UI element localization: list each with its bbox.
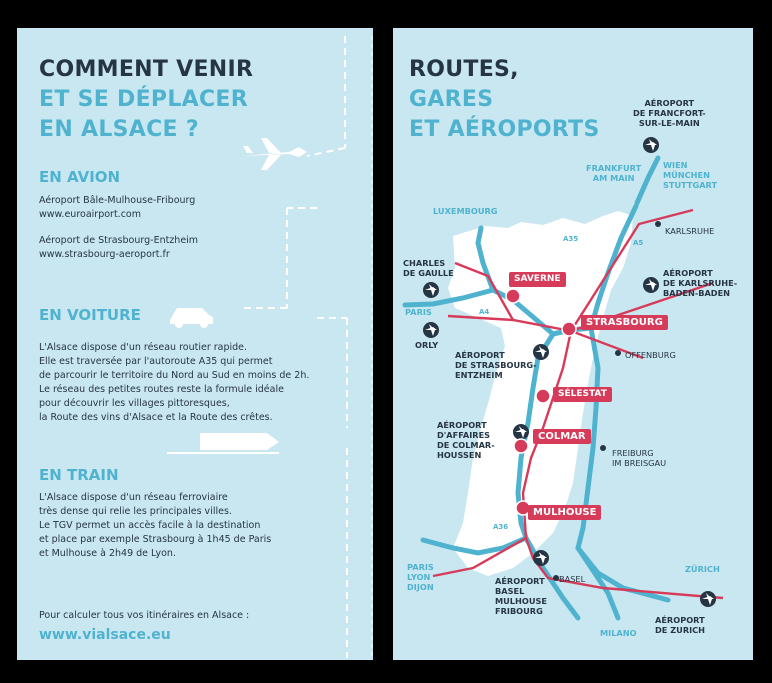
label-offenburg: OFFENBURG [625, 350, 676, 360]
routes-title-2: GARES [409, 87, 494, 112]
airport-strasbourg-name: Aéroport de Strasbourg-Entzheim [39, 235, 199, 246]
routes-title-3: ET AÉROPORTS [409, 117, 600, 142]
label-zurich: ZÜRICH [685, 564, 720, 574]
title-line-3: EN ALSACE ? [39, 117, 199, 142]
train-line: très dense qui relie les principales villes. [39, 506, 232, 517]
voiture-line: Le réseau des petites routes reste la formule idéale [39, 384, 284, 395]
label-basel-airport: AÉROPORT BASEL MULHOUSE FRIBOURG [495, 576, 547, 616]
vialsace-link[interactable]: www.vialsace.eu [39, 627, 171, 643]
label-basel: BASEL [559, 574, 586, 584]
avion-info [39, 194, 198, 262]
road-a36: A36 [493, 523, 509, 531]
city-selestat[interactable]: SÉLESTAT [553, 387, 612, 402]
airport-basel-name: Aéroport Bâle-Mulhouse-Fribourg [39, 195, 196, 206]
city-colmar[interactable]: COLMAR [533, 429, 591, 444]
voiture-line: la Route des vins d'Alsace et la Route des crêtes. [39, 412, 273, 423]
label-wien: WIEN MÜNCHEN STUTTGART [663, 160, 718, 190]
colmar-station-icon [514, 439, 528, 453]
voiture-heading: EN VOITURE [39, 306, 141, 324]
road-a35: A35 [563, 235, 579, 243]
car-icon [170, 308, 213, 328]
strasbourg-station-icon [562, 322, 576, 336]
plane-icon [243, 138, 307, 170]
label-frankfurt: FRANKFURT AM MAIN [586, 163, 642, 183]
voiture-line: Elle est traversée par l'autoroute A35 qui permet [39, 356, 273, 367]
voiture-text [39, 341, 309, 425]
city-saverne[interactable]: SAVERNE [509, 272, 566, 287]
voiture-line: L'Alsace dispose d'un réseau routier rapide. [39, 342, 248, 353]
selestat-station-icon [536, 389, 550, 403]
avion-heading: EN AVION [39, 168, 121, 186]
title-line-2: ET SE DÉPLACER [39, 87, 248, 112]
routes-title-1: ROUTES, [409, 57, 519, 82]
voiture-line: de parcourir le territoire du Nord au Sud en moins de 2h. [39, 370, 310, 381]
label-paris-lyon-dijon: PARIS LYON DIJON [407, 562, 434, 592]
voiture-line: pour découvrir les villages pittoresques, [39, 398, 230, 409]
train-line: et place par exemple Strasbourg à 1h45 de Paris [39, 534, 272, 545]
city-mulhouse[interactable]: MULHOUSE [528, 505, 601, 520]
label-frankfurt-airport: AÉROPORT DE FRANCFORT- SUR-LE-MAIN [633, 98, 706, 128]
road-a5: A5 [633, 239, 644, 247]
offenburg-dot [615, 350, 621, 356]
label-luxembourg: LUXEMBOURG [433, 206, 498, 216]
label-orly: ORLY [415, 340, 439, 350]
airport-basel-url[interactable]: www.euroairport.com [39, 209, 141, 220]
right-panel [393, 28, 753, 660]
label-entzheim: AÉROPORT DE STRASBOURG- ENTZHEIM [455, 350, 537, 380]
label-freiburg: FREIBURG IM BREISGAU [612, 448, 667, 468]
train-line: et Mulhouse à 2h49 de Lyon. [39, 548, 176, 559]
saverne-station-icon [506, 289, 520, 303]
train-line: Le TGV permet un accès facile à la destination [39, 520, 261, 531]
label-paris: PARIS [405, 307, 432, 317]
title-line-1: COMMENT VENIR [39, 57, 254, 82]
city-strasbourg[interactable]: STRASBOURG [581, 315, 668, 330]
karlsruhe-dot [655, 221, 661, 227]
footer-text: Pour calculer tous vos itinéraires en Alsace : [39, 610, 250, 621]
label-milano: MILANO [600, 628, 637, 638]
label-cdg: CHARLES DE GAULLE [403, 258, 454, 278]
label-affaires: AÉROPORT D'AFFAIRES DE COLMAR- HOUSSEN [437, 420, 495, 460]
left-panel [17, 28, 373, 660]
label-karlsruhe-airport: AÉROPORT DE KARLSRUHE- BADEN-BADEN [663, 268, 738, 298]
label-karlsruhe: KARLSRUHE [665, 226, 715, 236]
freiburg-dot [600, 445, 606, 451]
airport-strasbourg-url[interactable]: www.strasbourg-aeroport.fr [39, 249, 170, 260]
train-text [39, 491, 271, 561]
train-line: L'Alsace dispose d'un réseau ferroviaire [39, 492, 228, 503]
train-icon [167, 433, 279, 454]
label-zurich-airport: AÉROPORT DE ZURICH [655, 615, 706, 635]
road-a4: A4 [479, 308, 490, 316]
train-heading: EN TRAIN [39, 466, 119, 484]
